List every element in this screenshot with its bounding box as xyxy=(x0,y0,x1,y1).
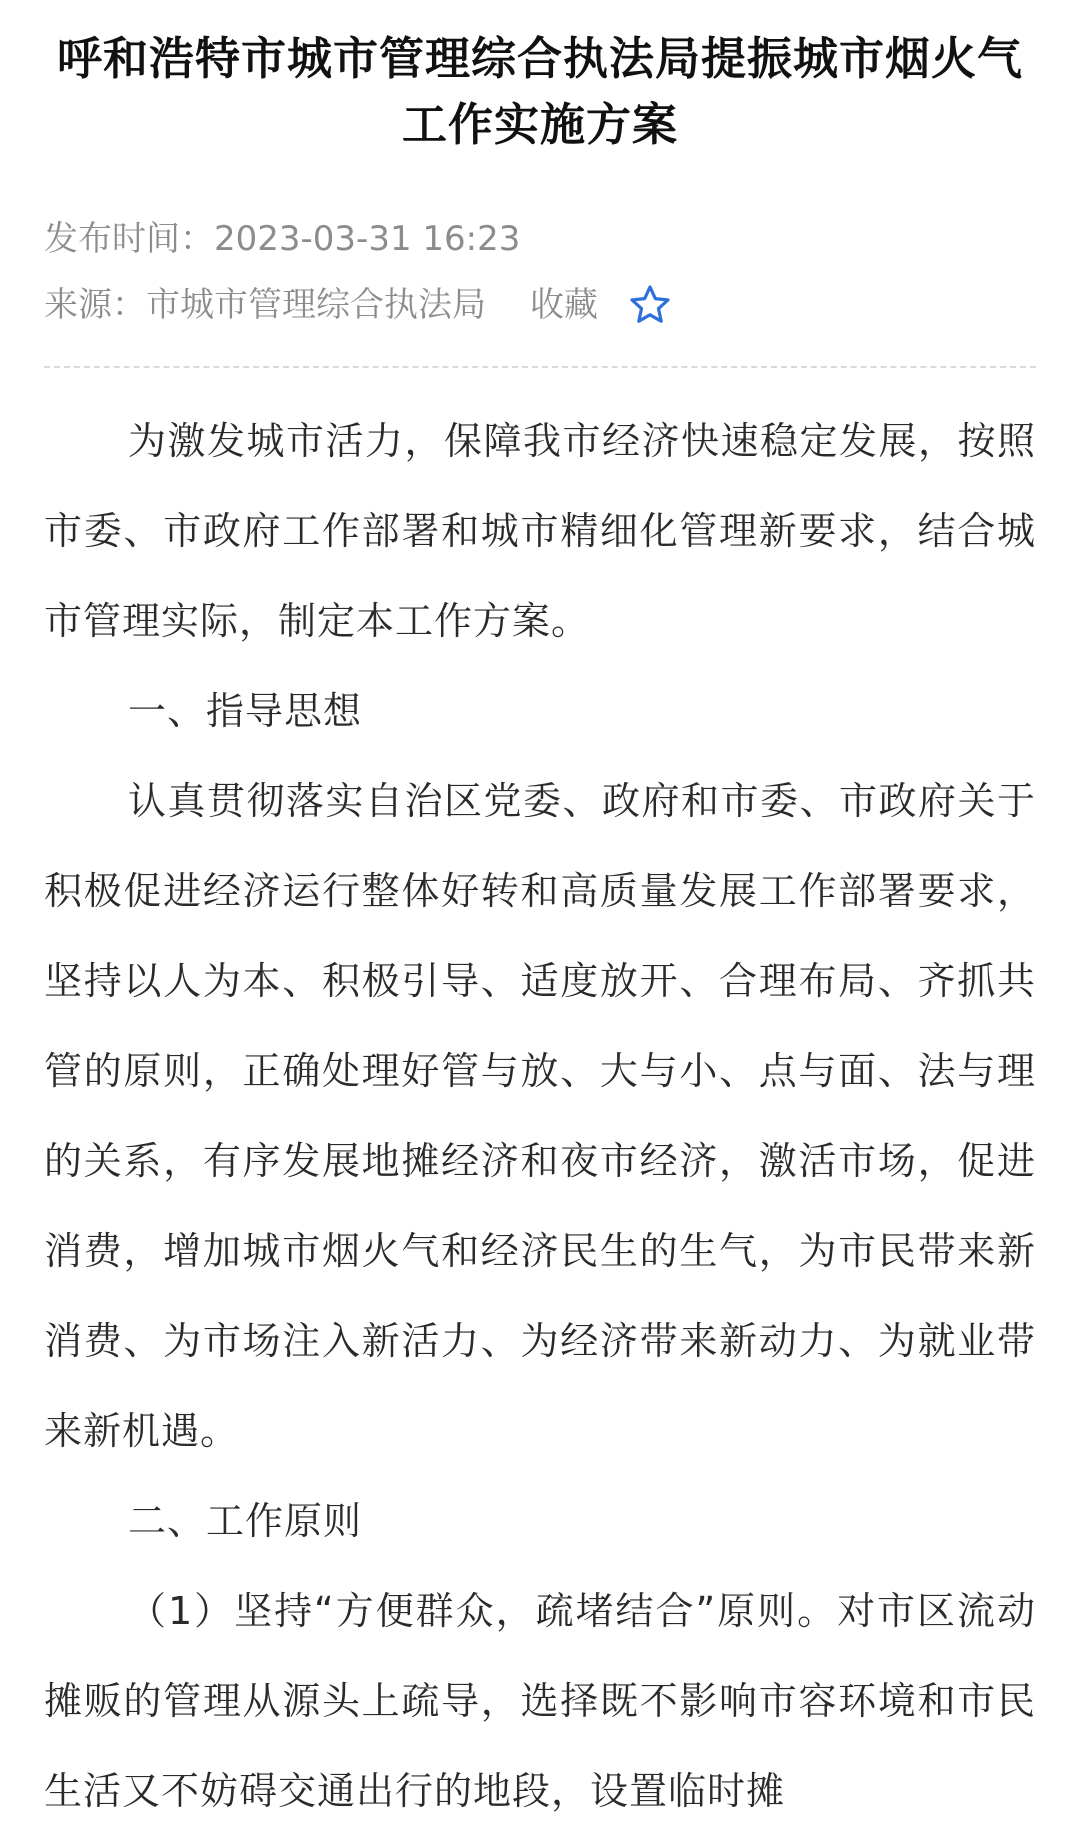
favorite-button[interactable]: 收藏 xyxy=(530,285,598,325)
article-title: 呼和浩特市城市管理综合执法局提振城市烟火气工作实施方案 xyxy=(56,32,1023,151)
article-meta xyxy=(0,158,1080,338)
source-row xyxy=(44,272,1036,338)
publish-time-label: 发布时间： xyxy=(44,219,214,259)
paragraph-guiding-ideology: 认真贯彻落实自治区党委、政府和市委、市政府关于积极促进经济运行整体好转和高质量发展工作部署要求，坚持以人为本、积极引导、适度放开、合理布局、齐抓共管的原则，正确处理好管与放、大与小、点与面、法与理的关系，有序发展地摊经济和夜市经济，激活市场，促进消费，增加城市烟火气和经济民生的生气，为市民带来新消费、为市场注入新活力、为经济带来新动力、为就业带来新机遇。 xyxy=(44,779,1036,1453)
source-value: 市城市管理综合执法局 xyxy=(146,285,486,325)
section-heading-work-principles: 二、工作原则 xyxy=(128,1499,363,1543)
publish-time-row xyxy=(44,206,1036,272)
source-label: 来源： xyxy=(44,285,146,325)
star-outline-icon[interactable] xyxy=(628,283,672,327)
paragraph-principle-1: （1）坚持“方便群众，疏堵结合”原则。对市区流动摊贩的管理从源头上疏导，选择既不影响市容环境和市民生活又不妨碍交通出行的地段，设置临时摊 xyxy=(44,1589,1036,1813)
paragraph-intro: 为激发城市活力，保障我市经济快速稳定发展，按照市委、市政府工作部署和城市精细化管理新要求，结合城市管理实际，制定本工作方案。 xyxy=(44,419,1036,643)
publish-time-value: 2023-03-31 16:23 xyxy=(214,219,521,259)
section-heading-guiding-ideology: 一、指导思想 xyxy=(128,689,363,733)
article-body xyxy=(0,368,1080,1823)
